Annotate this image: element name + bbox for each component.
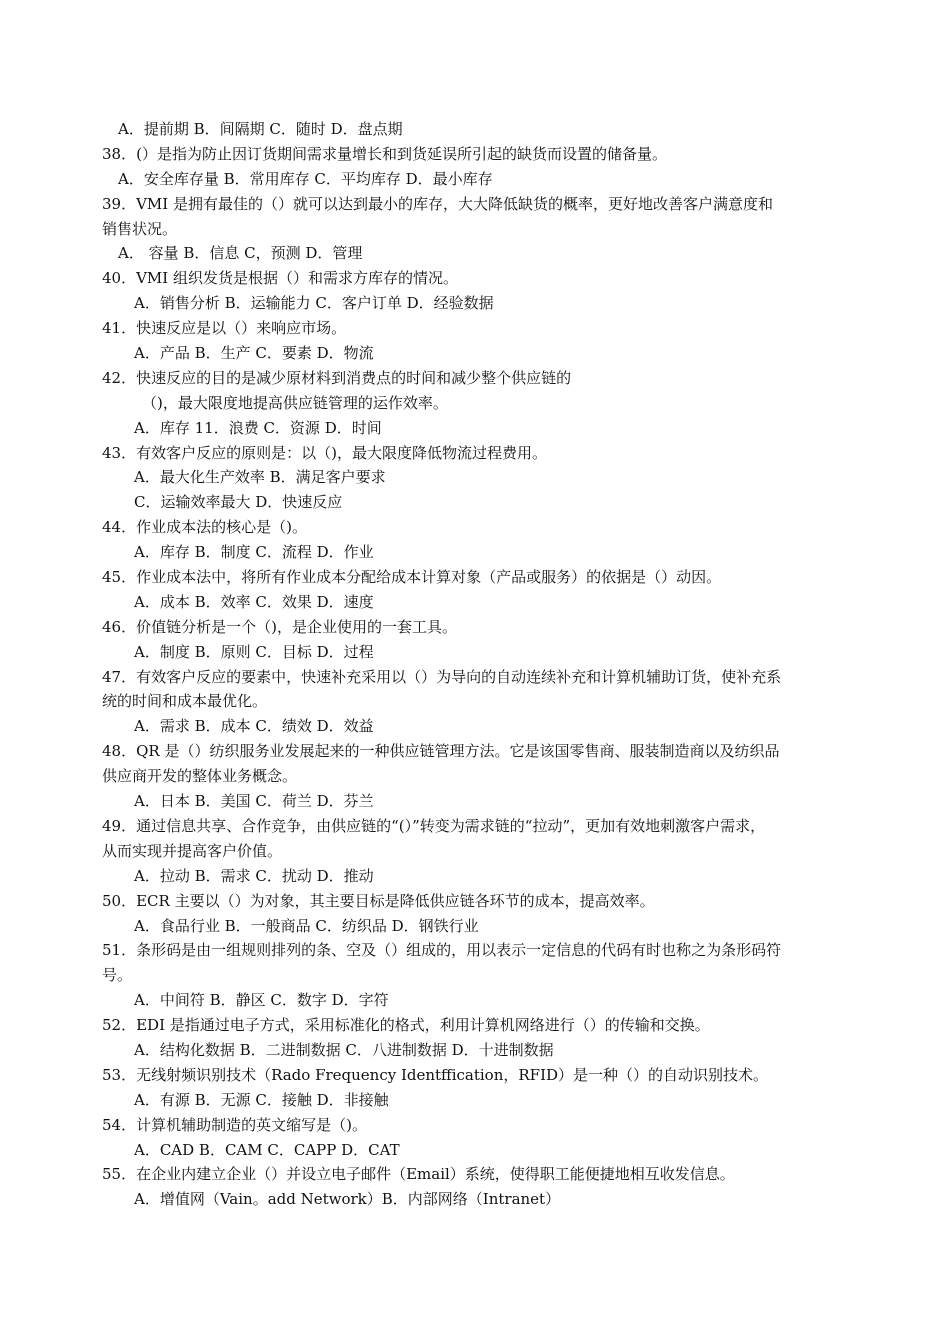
question-line: 49．通过信息共享、合作竞争，由供应链的“(）”转变为需求链的“拉动”，更加有效地刺激客户需求， (102, 816, 766, 835)
options-line: A．库存 11．浪费 C．资源 D．时间 (134, 418, 382, 437)
question-line: 43．有效客户反应的原则是：以（)，最大限度降低物流过程费用。 (102, 443, 547, 462)
question-line: 44．作业成本法的核心是（)。 (102, 518, 307, 537)
options-line: A．提前期 B．间隔期 C．随时 D．盘点期 (118, 120, 403, 138)
options-line: A．最大化生产效率 B．满足客户要求 (134, 468, 386, 487)
question-line: 41．快速反应是以（）来响应市场。 (102, 319, 347, 338)
options-line: A．中间符 B．静区 C．数字 D．字符 (134, 991, 389, 1010)
question-continuation-line: 销售状况。 (102, 219, 178, 238)
question-line: 52．EDI 是指通过电子方式，采用标准化的格式，利用计算机网络进行（）的传输和交换。 (102, 1016, 710, 1035)
options-line: A．需求 B．成本 C．绩效 D．效益 (134, 717, 374, 736)
options-line: A． 容量 B．信息 C，预测 D．管理 (118, 244, 363, 263)
question-line: 55．在企业内建立企业（）并设立电子邮件（Email）系统，使得职工能便捷地相互收发信息。 (102, 1165, 735, 1184)
options-line: A．食品行业 B．一般商品 C．纺织品 D．钢铁行业 (134, 916, 479, 935)
options-line: A．产品 B．生产 C．要素 D．物流 (134, 344, 374, 363)
options-line: A．库存 B．制度 C．流程 D．作业 (134, 543, 374, 562)
question-line: 47．有效客户反应的要素中，快速补充采用以（）为导向的自动连续补充和计算机辅助订货，使补充系 (102, 667, 782, 686)
options-line: A．日本 B．美国 C．荷兰 D．芬兰 (134, 792, 374, 811)
options-line: A．制度 B．原则 C．目标 D．过程 (134, 642, 374, 661)
options-line: A．销售分析 B．运输能力 C．客户订单 D．经验数据 (134, 294, 494, 313)
options-line: A．增值网（Vain。add Network）B．内部网络（Intranet） (134, 1190, 561, 1209)
question-continuation-line: （)，最大限度地提高供应链管理的运作效率。 (142, 393, 448, 412)
question-continuation-line: 供应商开发的整体业务概念。 (102, 767, 298, 786)
options-line: A．CAD B．CAM C．CAPP D．CAT (134, 1140, 400, 1159)
question-line: 42．快速反应的目的是减少原材料到消费点的时间和减少整个供应链的 (102, 368, 572, 387)
question-continuation-line: 统的时间和成本最优化。 (102, 692, 268, 711)
question-line: 39．VMI 是拥有最佳的（）就可以达到最小的库存，大大降低缺货的概率，更好地改善客户满意度和 (102, 194, 773, 213)
question-line: 50．ECR 主要以（）为对象，其主要目标是降低供应链各环节的成本，提高效率。 (102, 891, 655, 910)
question-continuation-line: 号。 (102, 966, 133, 985)
options-line: A．成本 B．效率 C．效果 D．速度 (134, 592, 374, 611)
question-line: 53．无线射频识别技术（Rado Frequency Identffication，RFID）是一种（）的自动识别技术。 (102, 1065, 769, 1084)
question-line: 46．价值链分析是一个（)，是企业使用的一套工具。 (102, 617, 457, 636)
question-line: 54．计算机辅助制造的英文缩写是（)。 (102, 1115, 367, 1134)
options-line: A．拉动 B．需求 C．扰动 D．推动 (134, 866, 374, 885)
question-line: 38．(）是指为防止因订货期间需求量增长和到货延误所引起的缺货而设置的储备量。 (102, 144, 667, 163)
question-line: 40．VMI 组织发货是根据（）和需求方库存的情况。 (102, 269, 458, 288)
options-line: A．结构化数据 B．二进制数据 C．八进制数据 D．十进制数据 (134, 1040, 554, 1059)
question-line: 48．QR 是（）纺织服务业发展起来的一种供应链管理方法。它是该国零售商、服装制造商以及纺织品 (102, 742, 780, 761)
options-line: C．运输效率最大 D．快速反应 (134, 493, 343, 512)
options-line: A．有源 B．无源 C．接触 D．非接触 (134, 1090, 389, 1109)
options-line: A．安全库存量 B．常用库存 C．平均库存 D．最小库存 (118, 169, 493, 188)
question-line: 51．条形码是由一组规则排列的条、空及（）组成的，用以表示一定信息的代码有时也称之为条形码符 (102, 941, 782, 960)
question-line: 45．作业成本法中，将所有作业成本分配给成本计算对象（产品或服务）的依据是（）动因。 (102, 568, 722, 587)
question-continuation-line: 从而实现并提高客户价值。 (102, 841, 283, 860)
